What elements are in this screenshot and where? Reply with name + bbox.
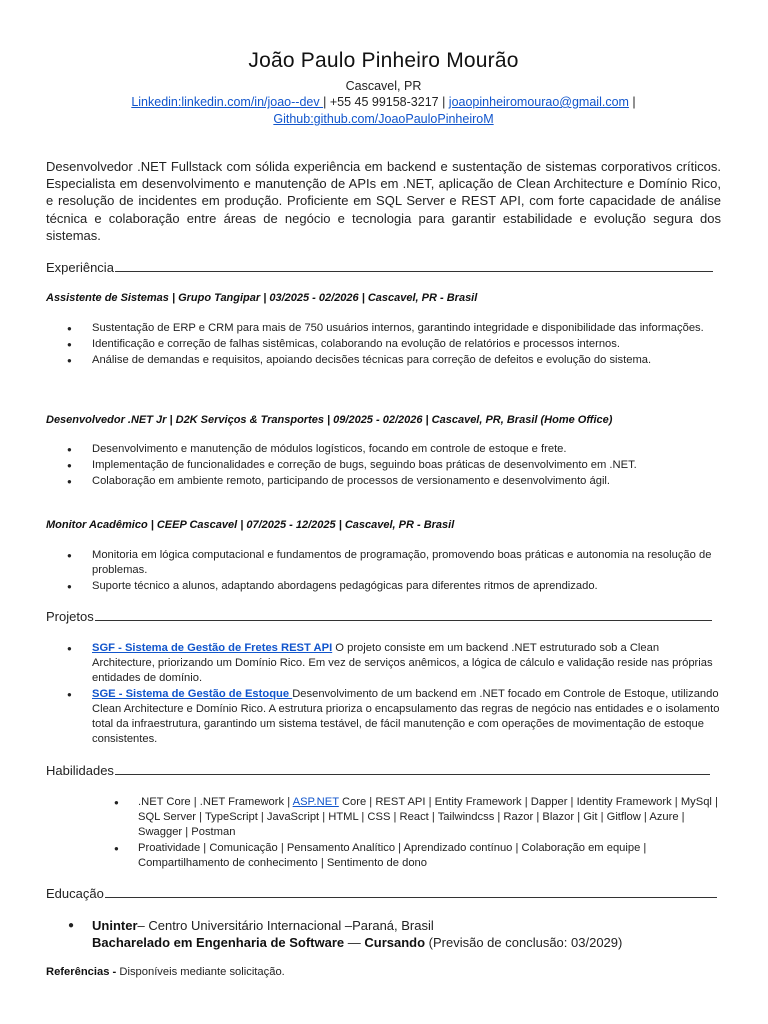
aspnet-link[interactable]: ASP.NET	[292, 796, 339, 808]
list-item: ● Desenvolvimento e manutenção de módulos logísticos, focando em controle de estoque e frete.	[46, 442, 721, 457]
education-list	[46, 917, 721, 952]
school-name: Uninter	[92, 918, 138, 933]
project-link-sgf[interactable]: SGF - Sistema de Gestão de Fretes REST API	[92, 642, 333, 654]
education-item	[46, 917, 721, 951]
degree-dash: —	[344, 935, 365, 950]
skills-list	[46, 795, 721, 872]
list-item	[46, 795, 721, 840]
github-link[interactable]: Github:github.com/JoaoPauloPinheiroM	[273, 112, 494, 126]
degree-forecast: (Previsão de conclusão: 03/2029)	[425, 935, 623, 950]
section-title-education: Educação	[46, 886, 104, 901]
professional-summary: Desenvolvedor .NET Fullstack com sólida experiência em backend e sustentação de sistemas corporativos críticos. Especialista em desenvolvimento e manutenção de APIs em .NET, aplicação de Clean Architecture e Domínio Rico, e resolução de incidentes em produção. Proficiente em SQL Server e REST API, com forte capacidade de análise técnica e colaboração entre áreas de negócio e tecnologia para garantir estabilidade e evolução segura dos sistemas.	[46, 159, 721, 243]
list-item: ● Suporte técnico a alunos, adaptando abordagens pedagógicas para diferentes ritmos de aprendizado.	[46, 579, 721, 594]
list-item: ● Colaboração em ambiente remoto, participando de processos de versionamento e desenvolvimento ágil.	[46, 474, 721, 489]
section-title-experience: Experiência	[46, 260, 114, 275]
section-skills	[46, 763, 721, 778]
job-3-bullets	[46, 548, 721, 595]
linkedin-link[interactable]: Linkedin:linkedin.com/in/joao--dev	[131, 95, 324, 109]
list-item: ● Identificação e correção de falhas sistêmicas, colaborando na evolução de relatórios e processos internos.	[46, 337, 721, 352]
list-item: ● Monitoria em lógica computacional e fundamentos de programação, promovendo boas práticas e autonomia na resolução de problemas.	[46, 548, 721, 578]
section-education	[46, 886, 721, 901]
references-label: Referências -	[46, 966, 120, 978]
project-link-sge[interactable]: SGE - Sistema de Gestão de Estoque	[92, 688, 293, 700]
job-title-1: Assistente de Sistemas | Grupo Tangipar | 03/2025 - 02/2026 | Cascavel, PR - Brasil	[46, 292, 478, 304]
section-rule	[105, 887, 717, 898]
skills-technical-post: Core | REST API | Entity Framework | Dapper | Identity Framework | MySql | SQL Server | TypeScript | JavaScript | HTML | CSS | React | Tailwindcss | Razor | Blazor | Git | Gitflow | Azure | Swagger | Postman	[138, 796, 718, 838]
references-text: Disponíveis mediante solicitação.	[119, 966, 285, 978]
section-projects	[46, 609, 721, 624]
section-title-skills: Habilidades	[46, 763, 114, 778]
project-description: Desenvolvimento de um backend em .NET focado em Controle de Estoque, utilizando Clean Architecture e Domínio Rico. A estrutura prioriza o encapsulamento das regras de negócio nas entidades e o isolamento total da infraestrutura, garantindo um sistema testável, de fácil manutenção e com operações de movimentação de estoque consistentes.	[92, 688, 720, 745]
section-rule	[115, 764, 710, 775]
degree-status: Cursando	[364, 935, 426, 950]
project-description: O projeto consiste em um backend .NET estruturado sob a Clean Architecture, priorizando um Domínio Rico. Em vez de serviços anêmicos, a lógica de cálculo e validação reside nas próprias entidades de domínio.	[92, 642, 713, 684]
candidate-city: Cascavel, PR	[345, 79, 422, 93]
contact-line	[46, 95, 721, 109]
project-item	[46, 641, 721, 686]
phone-text: | +55 45 99158-3217 |	[323, 95, 449, 109]
project-item	[46, 687, 721, 747]
job-1-bullets	[46, 321, 721, 369]
section-rule	[95, 610, 712, 621]
job-title-3: Monitor Acadêmico | CEEP Cascavel | 07/2025 - 12/2025 | Cascavel, PR - Brasil	[46, 519, 455, 531]
section-title-projects: Projetos	[46, 609, 94, 624]
list-item: ● Sustentação de ERP e CRM para mais de 750 usuários internos, garantindo integridade e disponibilidade das informações.	[46, 321, 721, 336]
list-item: ● Análise de demandas e requisitos, apoiando decisões técnicas para correção de defeitos e evolução do sistema.	[46, 353, 721, 368]
list-item: ● Implementação de funcionalidades e correção de bugs, seguindo boas práticas de desenvolvimento em .NET.	[46, 458, 721, 473]
school-detail: – Centro Universitário Internacional –Paraná, Brasil	[137, 918, 434, 933]
section-experience	[46, 260, 721, 275]
email-link[interactable]: joaopinheiromourao@gmail.com	[448, 95, 629, 109]
job-title-2: Desenvolvedor .NET Jr | D2K Serviços & Transportes | 09/2025 - 02/2026 | Cascavel, PR, Brasil (Home Office)	[46, 414, 613, 426]
contact-separator: |	[628, 95, 636, 109]
github-line	[46, 112, 721, 126]
degree-name: Bacharelado em Engenharia de Software	[92, 935, 345, 950]
skills-technical-pre: .NET Core | .NET Framework |	[138, 796, 293, 808]
list-item: ● Proatividade | Comunicação | Pensamento Analítico | Aprendizado contínuo | Colaboração em equipe | Compartilhamento de conhecimento | Sentimento de dono	[46, 841, 721, 871]
job-2-bullets	[46, 442, 721, 490]
candidate-name: João Paulo Pinheiro Mourão	[248, 49, 519, 72]
projects-list	[46, 641, 721, 748]
section-rule	[115, 261, 713, 272]
references-line	[46, 966, 285, 978]
